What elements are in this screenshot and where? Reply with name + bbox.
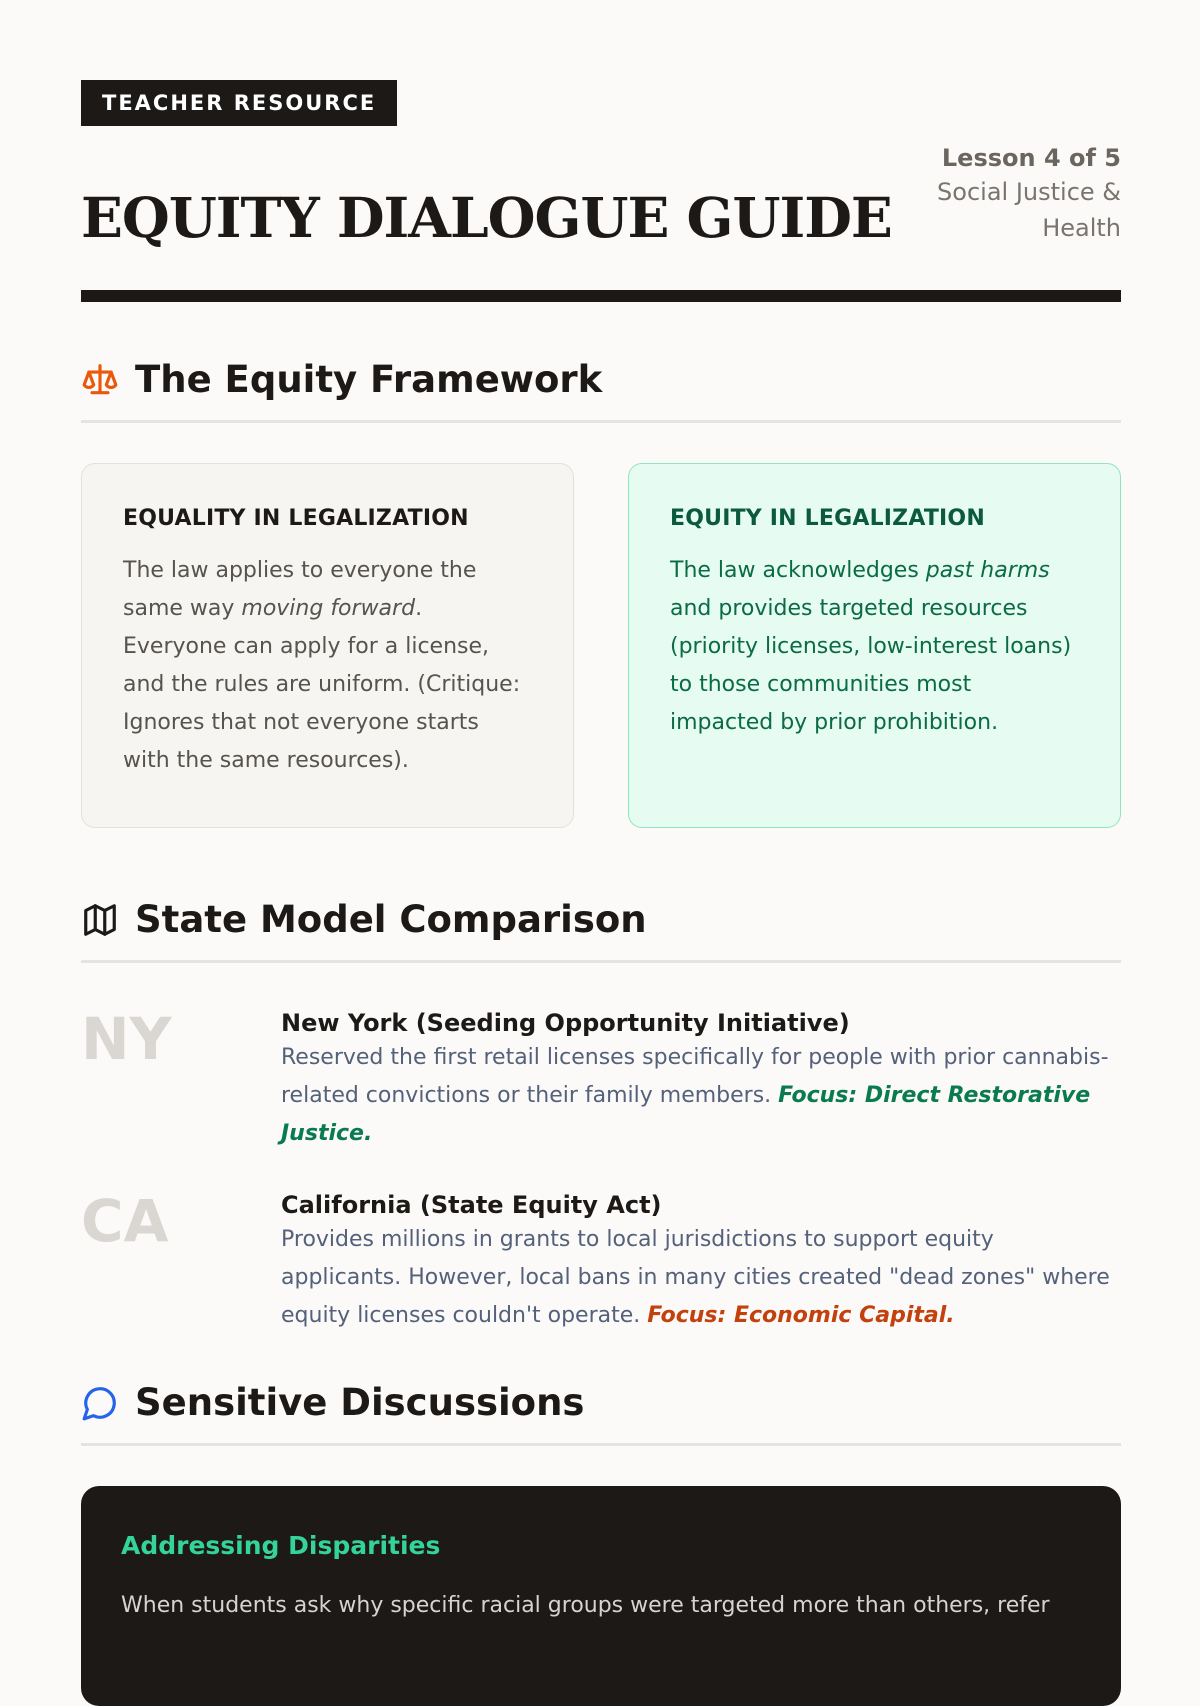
state-item-ca [81, 1189, 1121, 1335]
section-divider [81, 420, 1121, 423]
map-icon [81, 901, 119, 939]
equity-text-end: and provides targeted resources (priority licenses, low-interest loans) to those communities most impacted by prior prohibition. [670, 596, 1072, 735]
equality-text-start: The law applies to everyone the same way [123, 558, 477, 621]
framework-section [81, 358, 1121, 828]
section-title: State Model Comparison [135, 898, 647, 941]
state-abbreviation: NY [81, 1005, 172, 1073]
state-name: New York (Seeding Opportunity Initiative) [281, 1009, 850, 1037]
equality-text-emphasis: moving forward [241, 596, 416, 621]
equity-text-emphasis: past harms [925, 558, 1050, 583]
framework-cards [81, 463, 1121, 828]
state-name: California (State Equity Act) [281, 1191, 662, 1219]
lesson-subject: Social Justice & Health [937, 178, 1121, 242]
state-list [81, 1007, 1121, 1335]
section-title: Sensitive Discussions [135, 1381, 585, 1424]
section-divider [81, 1443, 1121, 1446]
state-focus: Focus: Direct Restorative Justice. [281, 1083, 1091, 1146]
sensitive-heading [81, 1381, 1121, 1425]
lesson-meta [892, 142, 1121, 250]
equality-card-title: EQUALITY IN LEGALIZATION [123, 506, 469, 531]
state-item-ny [81, 1007, 1121, 1153]
state-info [281, 1189, 1121, 1335]
state-comparison-heading [81, 898, 1121, 942]
disparities-card [81, 1486, 1121, 1706]
equality-text-end: . Everyone can apply for a license, and the rules are uniform. (Critique: Ignores that not everyone starts with the same resources). [123, 596, 521, 773]
equity-card-text [670, 552, 1079, 742]
header-divider [81, 290, 1121, 302]
section-title: The Equity Framework [135, 358, 603, 401]
resource-tag: TEACHER RESOURCE [81, 80, 397, 126]
state-info [281, 1007, 1121, 1153]
disparities-card-title: Addressing Disparities [121, 1531, 441, 1560]
state-abbreviation: CA [81, 1187, 169, 1255]
header [81, 142, 1121, 250]
page-title: EQUITY DIALOGUE GUIDE [81, 185, 892, 250]
state-description [281, 1039, 1121, 1153]
state-comparison-section [81, 898, 1121, 1335]
chat-bubble-icon [81, 1384, 119, 1422]
sensitive-section [81, 1381, 1121, 1706]
state-description-text: Reserved the first retail licenses specifically for people with prior cannabis-related convictions or their family members. [281, 1045, 1109, 1108]
page [81, 80, 1121, 1706]
section-divider [81, 960, 1121, 963]
equality-card [81, 463, 574, 828]
equality-card-text [123, 552, 532, 780]
state-focus: Focus: Economic Capital. [647, 1303, 955, 1328]
state-description-text: Provides millions in grants to local jurisdictions to support equity applicants. However, local bans in many cities created "dead zones" where equity licenses couldn't operate. [281, 1227, 1110, 1328]
equity-text-start: The law acknowledges [670, 558, 926, 583]
disparities-card-text: When students ask why specific racial groups were targeted more than others, refer [121, 1593, 1050, 1618]
lesson-number: Lesson 4 of 5 [941, 144, 1121, 172]
scale-icon [81, 361, 119, 399]
state-description [281, 1221, 1121, 1335]
equity-card [628, 463, 1121, 828]
equity-card-title: EQUITY IN LEGALIZATION [670, 506, 985, 531]
framework-heading [81, 358, 1121, 402]
